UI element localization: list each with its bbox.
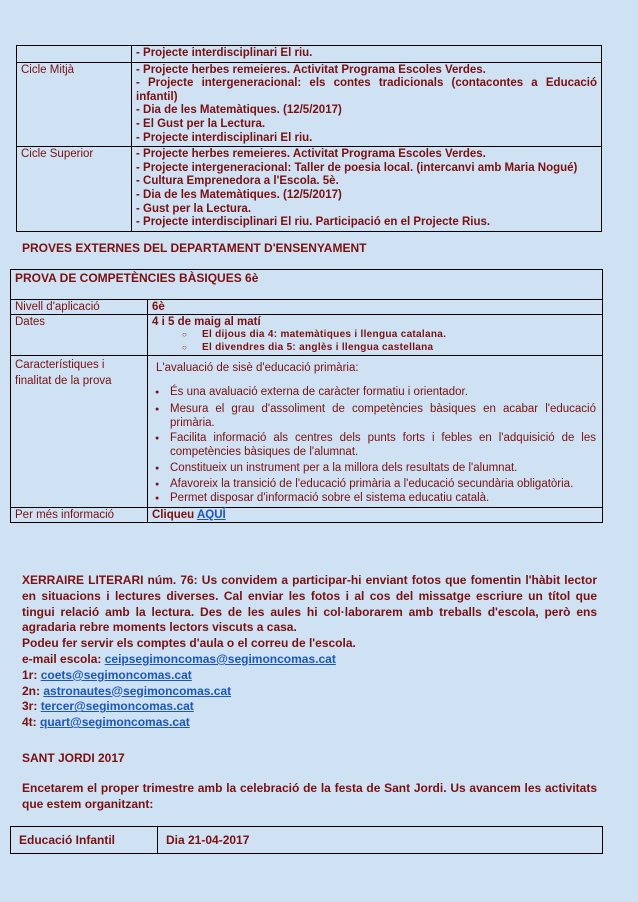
cicle-superior-cell <box>132 147 602 232</box>
list-item: - Projecte intergeneracional: els contes tradicionals (contacontes a Educació infantil) <box>136 77 597 103</box>
xerraire-line2: Podeu fer servir els comptes d'aula o el correu de l'escola. <box>22 636 356 651</box>
sant-jordi-table <box>10 826 603 854</box>
list-item: - Dia de les Matemàtiques. (12/5/2017) <box>136 104 342 117</box>
list-item: ● És una avaluació externa de caràcter formatiu i orientador. <box>152 385 596 399</box>
list-item: - Projecte interdisciplinari El riu. Participació en el Projecte Rius. <box>136 216 491 229</box>
email-link-3r[interactable]: tercer@segimoncomas.cat <box>40 699 194 714</box>
caract-label: Característiques i finalitat de la prova <box>11 356 148 508</box>
list-item: ● Permet disposar d'informació sobre el sistema educatiu català. <box>152 491 596 505</box>
list-item: ● Facilita informació als centres dels punts forts i febles en l'adquisició de les competències bàsiques de l'alumnat. <box>152 431 596 459</box>
nivell-label: Nivell d'aplicació <box>11 300 148 315</box>
cicle-top-row: - Projecte interdisciplinari El riu. <box>132 46 602 63</box>
list-item: ○ El divendres dia 5: anglès i llengua castellana <box>152 341 598 354</box>
list-item: ● Mesura el grau d'assoliment de competències bàsiques en acabar l'educació primària. <box>152 402 596 430</box>
list-item: ● Constitueix un instrument per a la millora dels resultats de l'alumnat. <box>152 461 596 475</box>
list-item: - Projecte herbes remeieres. Activitat Programa Escoles Verdes. <box>136 148 486 161</box>
email-link-4t[interactable]: quart@segimoncomas.cat <box>40 715 190 730</box>
xerraire-paragraph: XERRAIRE LITERARI núm. 76: Us convidem a participar-hi enviant fotos que fomentin l'hàbit lector en situacions i lectures diverses. Cal enviar les fotos i al cos del missatge escriure un títol que tingui relació amb la lectura. Des de les aules hi col·laborarem amb treballs d'escola, però ens agradaria rebre moments lectors viscuts a casa. <box>22 573 597 635</box>
account-row: 1r: coets@segimoncomas.cat <box>22 667 192 682</box>
list-item: - Dia de les Matemàtiques. (12/5/2017) <box>136 188 342 201</box>
cicle-mitja-cell <box>132 62 602 147</box>
cicle-mitja-label: Cicle Mitjà <box>17 62 132 147</box>
proves-table <box>10 269 603 523</box>
sant-jordi-paragraph: Encetarem el proper trimestre amb la celebració de la festa de Sant Jordi. Us avancem les activitats que estem organitzant: <box>22 781 597 811</box>
email-escola: e-mail escola: ceipsegimoncomas@segimoncomas.cat <box>22 651 336 666</box>
dates-label: Dates <box>11 315 148 356</box>
dates-list <box>152 328 598 354</box>
dates-value: 4 i 5 de maig al matí <box>152 316 261 328</box>
nivell-value: 6è <box>148 300 603 315</box>
list-item: ● Afavoreix la transició de l'educació primària a l'educació secundària obligatòria. <box>152 477 596 491</box>
account-row: 2n: astronautes@segimoncomas.cat <box>22 683 232 698</box>
email-link-2n[interactable]: astronautes@segimoncomas.cat <box>43 683 232 698</box>
list-item: - Projecte herbes remeieres. Activitat Programa Escoles Verdes. <box>136 63 486 76</box>
info-label: Per més informació <box>11 507 148 522</box>
xerraire-section <box>22 573 597 731</box>
email-link[interactable]: ceipsegimoncomas@segimoncomas.cat <box>104 651 336 666</box>
account-row: 3r: tercer@segimoncomas.cat <box>22 699 194 714</box>
sant-jordi-row-value: Dia 21-04-2017 <box>158 827 603 854</box>
info-cell: Cliqueu AQUÍ <box>148 507 603 522</box>
sant-jordi-heading: SANT JORDI 2017 <box>22 751 125 765</box>
list-item: - Projecte interdisciplinari El riu. <box>136 131 313 144</box>
caract-cell <box>148 356 603 508</box>
list-item: - Gust per la Lectura. <box>136 202 252 215</box>
dates-cell <box>148 315 603 356</box>
proves-heading: PROVES EXTERNES DEL DEPARTAMENT D'ENSENYAMENT <box>22 241 367 255</box>
caract-intro: L'avaluació de sisè d'educació primària: <box>156 362 359 374</box>
cicle-table <box>16 45 602 232</box>
aqui-link[interactable]: AQUÍ <box>196 508 226 521</box>
cicle-superior-label: Cicle Superior <box>17 147 132 232</box>
proves-table-title: PROVA DE COMPETÈNCIES BÀSIQUES 6è <box>11 270 603 300</box>
list-item: - Cultura Emprenedora a l'Escola. 5è. <box>136 175 339 188</box>
list-item: ○ El dijous dia 4: matemàtiques i llengua catalana. <box>152 328 598 341</box>
list-item: - El Gust per la Lectura. <box>136 117 266 130</box>
caract-list <box>152 385 596 506</box>
list-item: - Projecte intergeneracional: Taller de poesia local. (intercanvi amb Maria Nogué) <box>136 161 578 174</box>
account-row: 4t: quart@segimoncomas.cat <box>22 715 190 730</box>
sant-jordi-row-label: Educació Infantil <box>11 827 158 854</box>
email-link-1r[interactable]: coets@segimoncomas.cat <box>40 667 192 682</box>
